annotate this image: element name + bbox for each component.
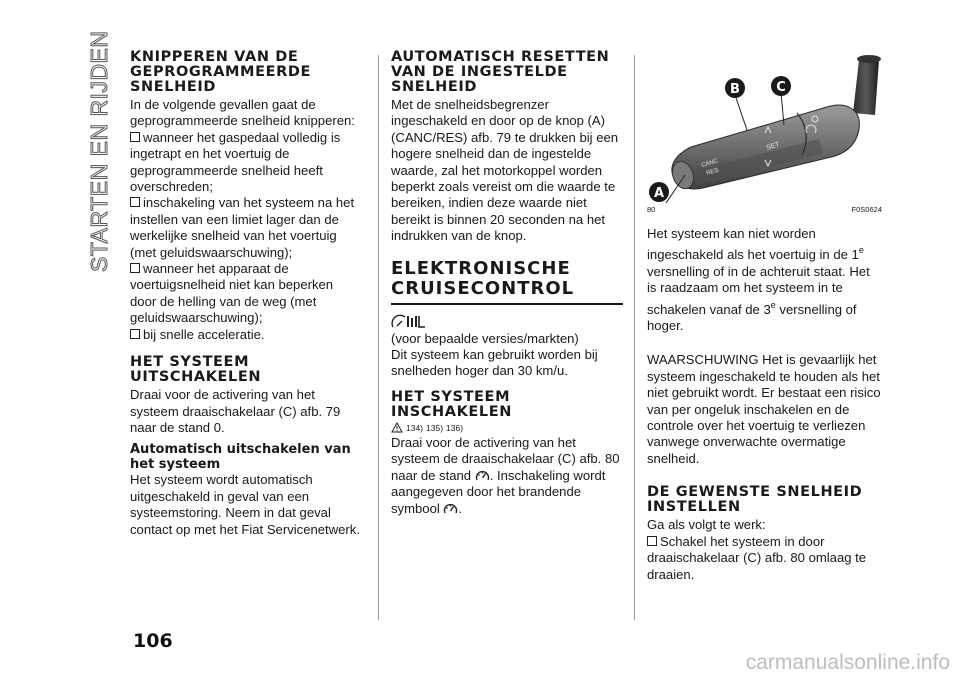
- column-divider: [634, 55, 635, 620]
- figure-caption: [647, 205, 882, 214]
- label-a: A: [653, 186, 665, 201]
- inschakelen-text: [391, 435, 623, 517]
- inschakelen-text-c: .: [458, 500, 463, 516]
- superscript: e: [858, 245, 864, 256]
- cruise-control-icon: [391, 313, 623, 327]
- figure-code: F0S0624: [851, 205, 882, 214]
- warning-references: [391, 422, 623, 433]
- heading-cruisecontrol: ELEKTRONISCHE CRUISECONTROL: [391, 259, 623, 305]
- speedometer-icon: [475, 469, 490, 482]
- automatisch-text: Het systeem wordt automatisch uitgeschakeld in geval van een systeemstoring. Neem in dat geval contact op met het Fiat Servicenetwerk.: [130, 472, 360, 537]
- inschakelen-text-b: . Inschakeling wordt aangegeven door het brandende symbool: [391, 467, 606, 516]
- bullet-box-icon: [647, 536, 657, 546]
- warning-text: WAARSCHUWING Het is gevaarlijk het systeem ingeschakeld te houden als het niet gebruikt wordt. Er bestaat een risico van per ongeluk inschakelen en de controle over het voertuig te verliezen vanwege onverwachte overmatige snelheid.: [647, 352, 881, 466]
- list-item-text: wanneer het apparaat de voertuigsnelheid niet kan beperken door de helling van de weg (met geluidswaarschuwing);: [130, 261, 334, 326]
- list-item: [130, 261, 360, 327]
- heading-uitschakelen: HET SYSTEEM UITSCHAKELEN: [130, 354, 262, 386]
- intro-text: In de volgende gevallen gaat de geprogrammeerde snelheid knipperen:: [130, 97, 355, 129]
- superscript: e: [770, 299, 776, 310]
- stalk-text-res: RES: [705, 167, 720, 177]
- bullet-box-icon: [130, 263, 140, 273]
- speedometer-icon: [443, 502, 458, 515]
- figure-cruise-stalk: [647, 55, 882, 203]
- restriction-text-a: Het systeem kan niet worden ingeschakeld als het voertuig in de 1: [647, 226, 859, 263]
- warning-triangle-icon: [391, 422, 403, 433]
- warning-ref: 136): [446, 422, 464, 433]
- column-1: [130, 50, 360, 538]
- column-2: [391, 50, 623, 517]
- heading-knipperen: KNIPPEREN VAN DE GEPROGRAMMEERDE SNELHEID: [130, 49, 311, 95]
- page-number: 106: [133, 630, 173, 652]
- list-item: [647, 534, 882, 583]
- section-side-tab: [86, 30, 113, 272]
- bullet-box-icon: [130, 132, 140, 142]
- column-divider: [378, 55, 379, 620]
- heading-snelheid-instellen: DE GEWENSTE SNELHEID INSTELLEN: [647, 484, 863, 516]
- cruise-stalk-illustration: [647, 55, 882, 203]
- stalk-text-canc: CANC: [700, 158, 719, 169]
- inschakelen-text-a: Draai voor de activering van het systeem de draaischakelaar (C) afb. 80 naar de stand: [391, 434, 620, 483]
- side-tab-label: STARTEN EN RIJDEN: [86, 30, 112, 272]
- inschakel-restriction-text: [647, 226, 882, 334]
- uitschakelen-text: Draai voor de activering van het systeem draaischakelaar (C) afb. 79 naar de stand 0.: [130, 387, 341, 435]
- figure-number: 80: [647, 205, 656, 214]
- list-item-text: Schakel het systeem in door draaischakelaar (C) afb. 80 omlaag te draaien.: [647, 533, 867, 582]
- warning-ref: 135): [426, 422, 444, 433]
- stalk-text-set: SET: [765, 141, 781, 152]
- label-b: B: [730, 82, 740, 97]
- restriction-text-c: versnelling of hoger.: [647, 301, 857, 334]
- resetten-text: Met de snelheidsbegrenzer ingeschakeld en door op de knop (A) (CANC/RES) afb. 79 te drukken bij een hogere snelheid dan de ingestelde waarde, zal het motorkoppel worden beperkt zoals vereist om die waarde te bereiken, indien deze waarde niet bereikt is binnen 20 seconden na het indrukken van de knop.: [391, 97, 619, 244]
- list-item: [130, 195, 360, 261]
- list-item-text: bij snelle acceleratie.: [143, 326, 265, 342]
- heading-inschakelen: HET SYSTEEM INSCHAKELEN: [391, 388, 512, 420]
- bullet-box-icon: [130, 197, 140, 207]
- column-3: [647, 55, 882, 583]
- warning-ref: 134): [406, 422, 424, 433]
- watermark: carmanualsonline.info: [745, 651, 950, 674]
- restriction-text-b: versnelling of in de achteruit staat. Het is raadzaam om het systeem in te schakelen vanaf de 3: [647, 263, 870, 317]
- subheading-automatisch: Automatisch uitschakelen van het systeem: [130, 442, 351, 473]
- instellen-intro: Ga als volgt te werk:: [647, 517, 766, 533]
- list-item: [130, 327, 360, 343]
- cruise-speed-text: Dit systeem kan gebruikt worden bij snelheden hoger dan 30 km/u.: [391, 347, 598, 379]
- list-item-text: wanneer het gaspedaal volledig is ingetrapt en het voertuig de geprogrammeerde snelheid heeft overschreden;: [130, 129, 341, 195]
- label-c: C: [776, 80, 786, 95]
- list-item-text: inschakeling van het systeem na het instellen van een limiet lager dan de werkelijke snelheid van het voertuig (met geluidswaarschuwing);: [130, 195, 355, 260]
- list-item: [130, 130, 360, 196]
- versions-note: (voor bepaalde versies/markten): [391, 330, 579, 346]
- bullet-box-icon: [130, 329, 140, 339]
- heading-automatisch-resetten: AUTOMATISCH RESETTEN VAN DE INGESTELDE SNELHEID: [391, 49, 610, 95]
